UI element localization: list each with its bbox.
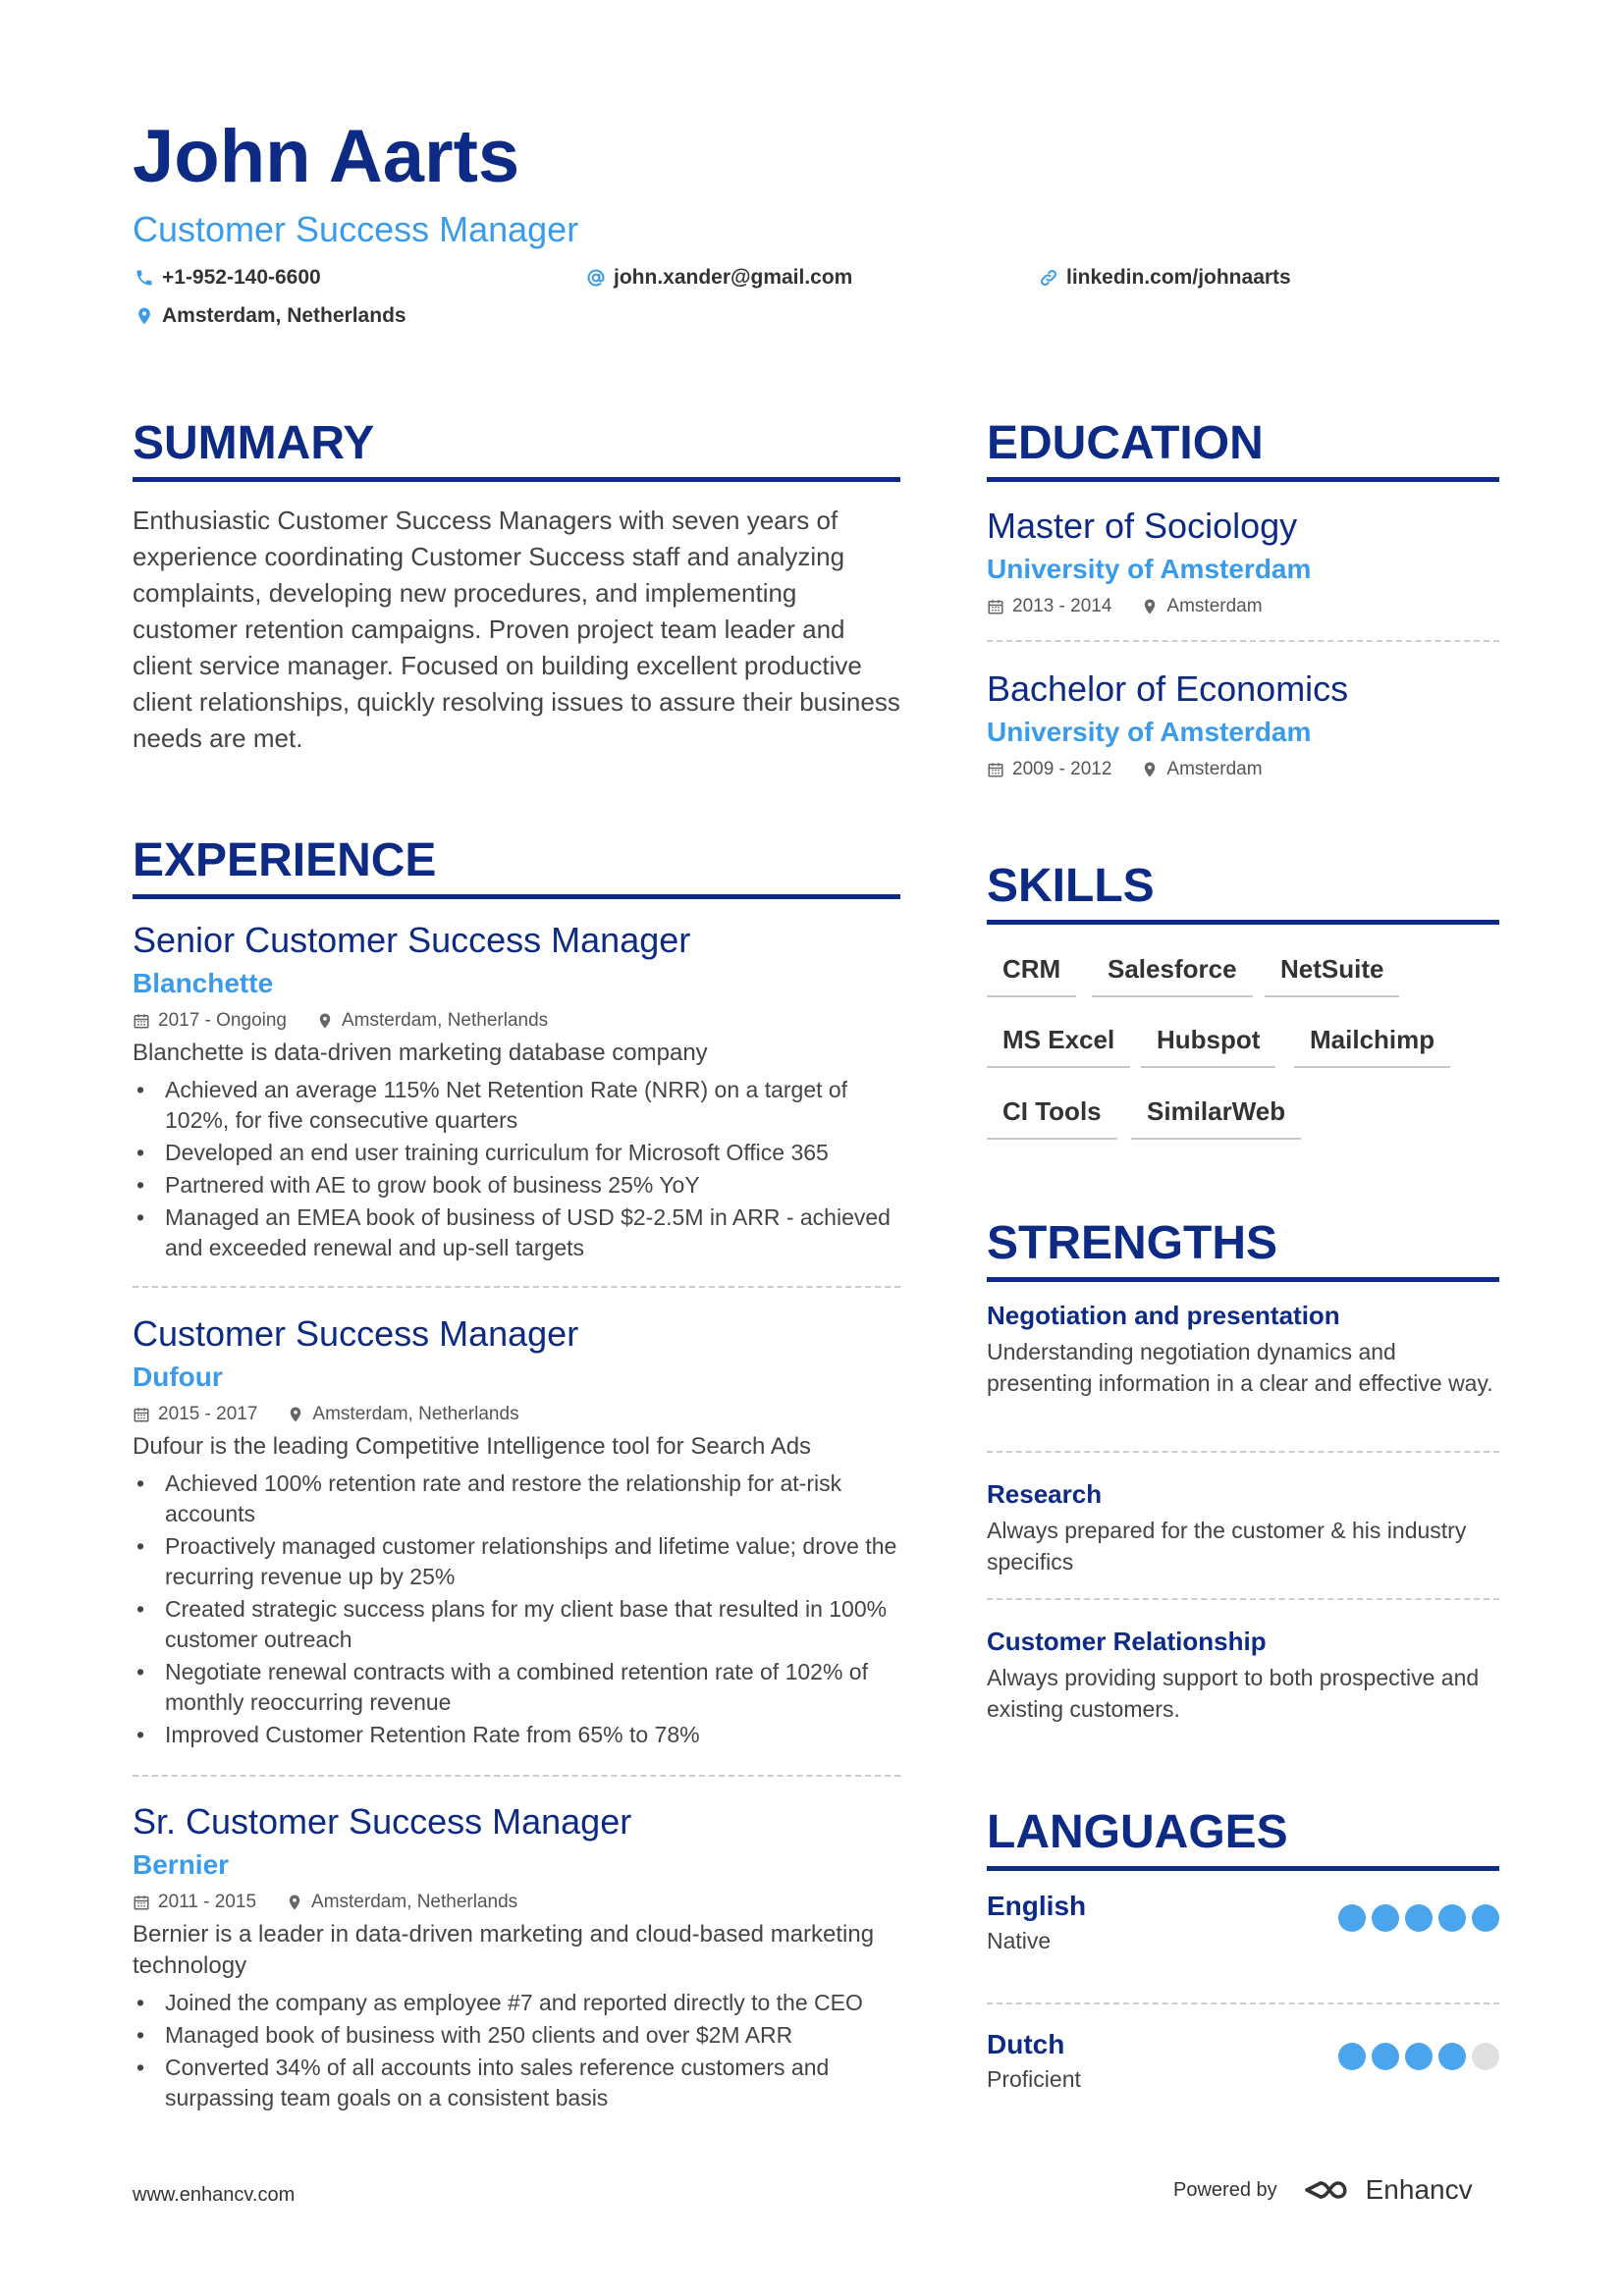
- job-bullet: • Improved Customer Retention Rate from 65% to 78%: [133, 1720, 900, 1750]
- education-item: [987, 668, 1499, 779]
- strength-title: Negotiation and presentation: [987, 1301, 1340, 1330]
- language-level: Native: [987, 1928, 1052, 1953]
- degree-title: Bachelor of Economics: [987, 668, 1349, 709]
- contact-location: [135, 305, 406, 326]
- rating-dot-empty: [1472, 2043, 1499, 2070]
- job-location: Amsterdam, Netherlands: [312, 1404, 519, 1424]
- company-name: Bernier: [133, 1849, 230, 1880]
- rating-dot-filled: [1338, 2043, 1366, 2070]
- skill-tag: MS Excel: [987, 1027, 1130, 1068]
- strength-item: [987, 1481, 1499, 1577]
- job-bullet: • Proactively managed customer relationships and lifetime value; drove the recurring revenue up by 25%: [133, 1531, 900, 1592]
- contact-email[interactable]: [586, 267, 852, 288]
- job-bullet: • Managed an EMEA book of business of USD $2-2.5M in ARR - achieved and exceeded renewal and up-sell targets: [133, 1202, 900, 1263]
- education-location: Amsterdam: [1166, 759, 1263, 779]
- rating-dot-filled: [1405, 2043, 1433, 2070]
- location-text: Amsterdam, Netherlands: [162, 304, 406, 327]
- education-dates: 2009 - 2012: [1012, 759, 1112, 779]
- job-description: Blanchette is data-driven marketing database company: [133, 1040, 708, 1066]
- strength-title: Research: [987, 1479, 1103, 1509]
- school-name: University of Amsterdam: [987, 717, 1312, 747]
- contact-phone[interactable]: [135, 267, 321, 288]
- summary-heading: SUMMARY: [133, 420, 900, 482]
- location-pin-icon: [1141, 761, 1159, 778]
- languages-heading: LANGUAGES: [987, 1809, 1499, 1871]
- footer-website[interactable]: www.enhancv.com: [133, 2184, 296, 2206]
- calendar-icon: [987, 598, 1004, 615]
- job-bullet: • Converted 34% of all accounts into sales reference customers and surpassing team goals on a consistent basis: [133, 2053, 900, 2113]
- education-item: [987, 508, 1499, 615]
- strength-item: [987, 1629, 1499, 1725]
- education-meta: [987, 597, 1499, 615]
- education-heading: EDUCATION: [987, 420, 1499, 482]
- job-bullet: • Developed an end user training curriculum for Microsoft Office 365: [133, 1138, 900, 1168]
- strength-description: Always providing support to both prospective and existing customers.: [987, 1665, 1480, 1722]
- job-dates: 2011 - 2015: [158, 1892, 257, 1912]
- job-location: Amsterdam, Netherlands: [342, 1010, 549, 1031]
- skill-tag: NetSuite: [1265, 956, 1399, 997]
- job-bullet: • Achieved an average 115% Net Retention Rate (NRR) on a target of 102%, for five consecutive quarters: [133, 1075, 900, 1136]
- brand-logo[interactable]: [1299, 2175, 1473, 2205]
- rating-dot-filled: [1372, 1904, 1399, 1932]
- rating-dot-filled: [1372, 2043, 1399, 2070]
- divider: [987, 1451, 1499, 1453]
- skills-heading: SKILLS: [987, 863, 1499, 925]
- skill-tag: SimilarWeb: [1131, 1098, 1301, 1140]
- job-meta: [133, 1011, 900, 1030]
- brand-name: Enhancv: [1365, 2174, 1473, 2205]
- company-name: Blanchette: [133, 968, 274, 998]
- powered-by-text: Powered by: [1173, 2179, 1277, 2201]
- language-rating: [1338, 1904, 1499, 1932]
- strengths-heading: STRENGTHS: [987, 1220, 1499, 1282]
- experience-item: [133, 920, 900, 1265]
- strength-title: Customer Relationship: [987, 1627, 1267, 1656]
- experience-item: [133, 1801, 900, 2115]
- rating-dot-filled: [1405, 1904, 1433, 1932]
- job-title: Sr. Customer Success Manager: [133, 1801, 632, 1842]
- skill-tag: Mailchimp: [1294, 1027, 1450, 1068]
- linkedin-text: linkedin.com/johnaarts: [1066, 266, 1291, 289]
- rating-dot-filled: [1438, 1904, 1466, 1932]
- skill-tag: Hubspot: [1141, 1027, 1275, 1068]
- job-bullet: • Achieved 100% retention rate and restore the relationship for at-risk accounts: [133, 1468, 900, 1529]
- location-pin-icon: [1141, 598, 1159, 615]
- job-title: Senior Customer Success Manager: [133, 920, 691, 960]
- job-description: Dufour is the leading Competitive Intelligence tool for Search Ads: [133, 1433, 812, 1460]
- calendar-icon: [133, 1894, 150, 1911]
- email-text: john.xander@gmail.com: [614, 266, 853, 289]
- strength-item: [987, 1303, 1499, 1399]
- strength-description: Always prepared for the customer & his industry specifics: [987, 1518, 1467, 1575]
- skill-tag: Salesforce: [1092, 956, 1253, 997]
- summary-text: Enthusiastic Customer Success Managers with seven years of experience coordinating Customer Success staff and analyzing complaints, developing new procedures, and implementing customer retention campaigns. Proven project team leader and client service manager. Focused on building excellent productive client relationships, quickly resolving issues to assure their business needs are met.: [133, 506, 900, 753]
- job-meta: [133, 1893, 900, 1911]
- location-pin-icon: [287, 1406, 304, 1423]
- rating-dot-filled: [1472, 1904, 1499, 1932]
- job-bullet: • Joined the company as employee #7 and reported directly to the CEO: [133, 1988, 900, 2018]
- language-name: Dutch: [987, 2029, 1065, 2059]
- phone-text: +1-952-140-6600: [162, 266, 321, 289]
- enhancv-logo-icon: [1299, 2175, 1354, 2205]
- job-title: Customer Success Manager: [133, 1313, 579, 1354]
- job-bullet: • Partnered with AE to grow book of business 25% YoY: [133, 1170, 900, 1201]
- job-dates: 2017 - Ongoing: [158, 1010, 287, 1031]
- location-pin-icon: [286, 1894, 303, 1911]
- job-meta: [133, 1405, 900, 1423]
- phone-icon: [135, 268, 154, 288]
- skill-tag: CRM: [987, 956, 1076, 997]
- education-location: Amsterdam: [1166, 596, 1263, 616]
- job-bullet: • Created strategic success plans for my client base that resulted in 100% customer outreach: [133, 1594, 900, 1655]
- job-bullet: • Managed book of business with 250 clients and over $2M ARR: [133, 2020, 900, 2051]
- candidate-role: Customer Success Manager: [133, 209, 579, 249]
- calendar-icon: [133, 1406, 150, 1423]
- language-item: [987, 2031, 1499, 2091]
- language-name: English: [987, 1891, 1087, 1921]
- job-description: Bernier is a leader in data-driven marketing and cloud-based marketing technology: [133, 1921, 875, 1979]
- company-name: Dufour: [133, 1362, 223, 1392]
- language-level: Proficient: [987, 2066, 1081, 2092]
- strength-description: Understanding negotiation dynamics and presenting information in a clear and effective way.: [987, 1339, 1493, 1396]
- divider: [987, 2002, 1499, 2004]
- at-icon: [586, 268, 606, 288]
- language-item: [987, 1893, 1499, 1952]
- divider: [987, 640, 1499, 642]
- divider: [133, 1286, 900, 1288]
- experience-heading: EXPERIENCE: [133, 837, 900, 899]
- skill-tag: CI Tools: [987, 1098, 1117, 1140]
- job-dates: 2015 - 2017: [158, 1404, 258, 1424]
- location-pin-icon: [135, 306, 154, 326]
- link-icon: [1039, 268, 1058, 288]
- job-bullets: [133, 1468, 900, 1750]
- candidate-name: John Aarts: [133, 115, 520, 198]
- education-meta: [987, 760, 1499, 778]
- location-pin-icon: [316, 1012, 334, 1030]
- contact-linkedin[interactable]: [1039, 267, 1291, 288]
- divider: [133, 1775, 900, 1777]
- rating-dot-filled: [1438, 2043, 1466, 2070]
- job-location: Amsterdam, Netherlands: [311, 1892, 518, 1912]
- language-rating: [1338, 2043, 1499, 2070]
- calendar-icon: [987, 761, 1004, 778]
- job-bullets: [133, 1075, 900, 1263]
- education-dates: 2013 - 2014: [1012, 596, 1112, 616]
- rating-dot-filled: [1338, 1904, 1366, 1932]
- school-name: University of Amsterdam: [987, 554, 1312, 584]
- footer-branding: [1173, 2175, 1473, 2205]
- divider: [987, 1598, 1499, 1600]
- degree-title: Master of Sociology: [987, 506, 1298, 546]
- job-bullets: [133, 1988, 900, 2113]
- calendar-icon: [133, 1012, 150, 1030]
- job-bullet: • Negotiate renewal contracts with a combined retention rate of 102% of monthly reoccurring revenue: [133, 1657, 900, 1718]
- experience-item: [133, 1313, 900, 1752]
